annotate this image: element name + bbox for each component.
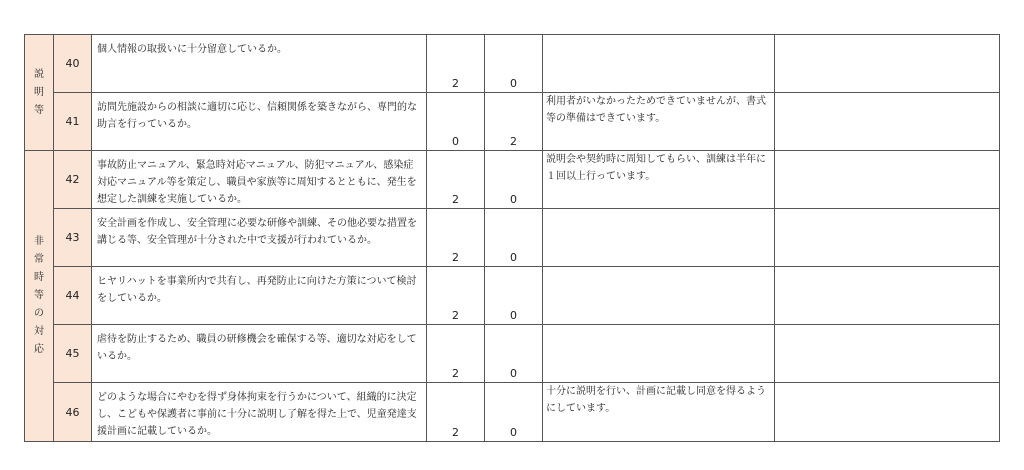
row-number: 45	[54, 325, 92, 383]
yes-count: 2	[427, 209, 485, 267]
question-cell: 訪問先施設からの相談に適切に応じ、信頼関係を築きながら、専門的な助言を行っているか。	[92, 93, 427, 151]
question-cell: 安全計画を作成し、安全管理に必要な研修や訓練、その他必要な措置を講じる等、安全管理が十分された中で支援が行われているか。	[92, 209, 427, 267]
improvement-cell	[775, 383, 1000, 442]
category-cell	[25, 151, 54, 442]
row-number: 42	[54, 151, 92, 209]
table-row	[25, 209, 1000, 267]
improvement-cell	[775, 93, 1000, 151]
table-row	[25, 383, 1000, 442]
table-row	[25, 325, 1000, 383]
question-cell: 個人情報の取扱いに十分留意しているか。	[92, 35, 427, 93]
category-char: 明	[34, 86, 44, 98]
comment-cell: 十分に説明を行い、計画に記載し同意を得るようにしています。	[543, 383, 775, 442]
comment-cell: 利用者がいなかったためできていませんが、書式等の準備はできています。	[543, 93, 775, 151]
table-row	[25, 151, 1000, 209]
category-char: の	[34, 308, 44, 319]
row-number: 44	[54, 267, 92, 325]
category-char: 応	[34, 344, 44, 355]
yes-count: 2	[427, 325, 485, 383]
yes-count: 2	[427, 267, 485, 325]
comment-cell	[543, 35, 775, 93]
row-number: 43	[54, 209, 92, 267]
question-cell: ヒヤリハットを事業所内で共有し、再発防止に向けた方策について検討をしているか。	[92, 267, 427, 325]
category-char: 説	[34, 68, 44, 80]
evaluation-table	[24, 34, 1000, 442]
category-cell	[25, 35, 54, 151]
yes-count: 2	[427, 35, 485, 93]
no-count: 0	[485, 267, 543, 325]
improvement-cell	[775, 151, 1000, 209]
improvement-cell	[775, 35, 1000, 93]
no-count: 0	[485, 383, 543, 442]
improvement-cell	[775, 325, 1000, 383]
improvement-cell	[775, 267, 1000, 325]
row-number: 41	[54, 93, 92, 151]
no-count: 0	[485, 209, 543, 267]
comment-cell	[543, 209, 775, 267]
comment-cell: 説明会や契約時に周知してもらい、訓練は半年に１回以上行っています。	[543, 151, 775, 209]
table-row	[25, 93, 1000, 151]
improvement-cell	[775, 209, 1000, 267]
yes-count: 2	[427, 151, 485, 209]
category-char: 等	[34, 104, 44, 116]
table-row	[25, 35, 1000, 93]
no-count: 0	[485, 325, 543, 383]
no-count: 2	[485, 93, 543, 151]
comment-cell	[543, 325, 775, 383]
comment-cell	[543, 267, 775, 325]
category-char: 非	[34, 236, 44, 247]
category-char: 時	[34, 272, 44, 283]
row-number: 40	[54, 35, 92, 93]
category-char: 対	[34, 326, 44, 337]
question-cell: どのような場合にやむを得ず身体拘束を行うかについて、組織的に決定し、こどもや保護者に事前に十分に説明し了解を得た上で、児童発達支援計画に記載しているか。	[92, 383, 427, 442]
category-char: 常	[34, 254, 44, 265]
yes-count: 0	[427, 93, 485, 151]
table-row	[25, 267, 1000, 325]
row-number: 46	[54, 383, 92, 442]
question-cell: 虐待を防止するため、職員の研修機会を確保する等、適切な対応をしているか。	[92, 325, 427, 383]
question-cell: 事故防止マニュアル、緊急時対応マニュアル、防犯マニュアル、感染症対応マニュアル等を策定し、職員や家族等に周知するとともに、発生を想定した訓練を実施しているか。	[92, 151, 427, 209]
category-char: 等	[34, 290, 44, 301]
yes-count: 2	[427, 383, 485, 442]
no-count: 0	[485, 151, 543, 209]
no-count: 0	[485, 35, 543, 93]
